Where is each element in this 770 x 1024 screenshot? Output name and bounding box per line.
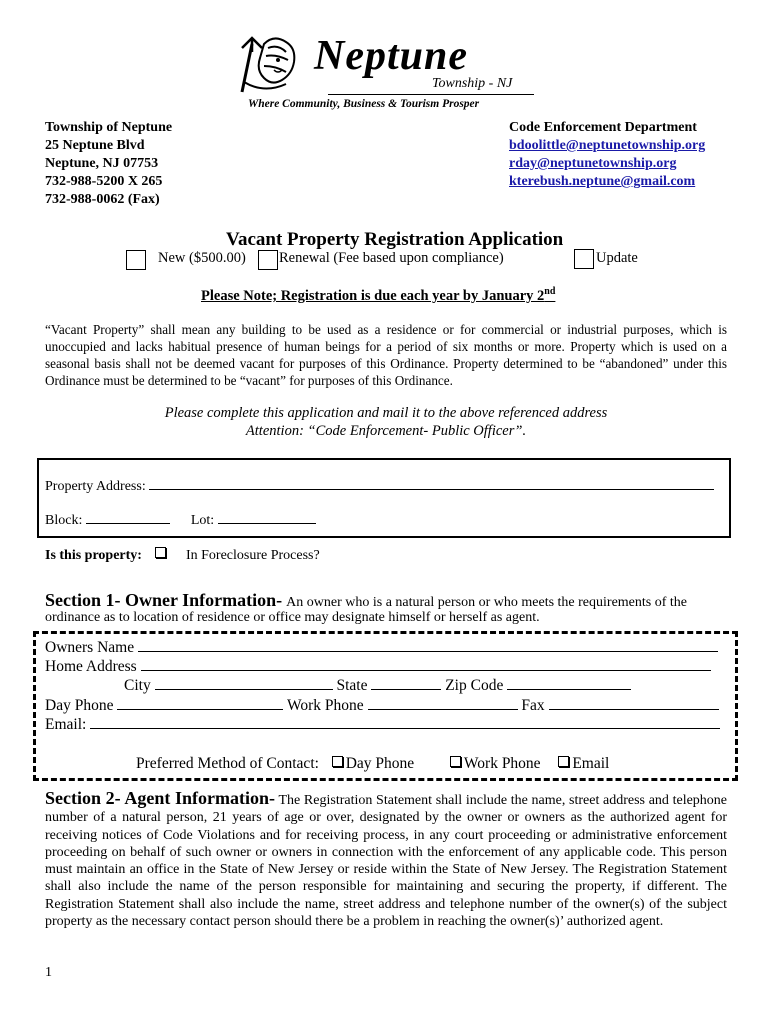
- registration-note: [201, 286, 555, 305]
- foreclosure-row: [45, 547, 320, 564]
- zip-label: Zip Code: [445, 677, 504, 694]
- vacant-property-definition: “Vacant Property” shall mean any building to be used as a residence or for commercial or industrial purposes, which is unoccupied and lacks habitual presence of human beings for a period of six months or more. Property which is used on a seasonal basis shall not be deemed vacant for purposes of this Ordinance. Property determined to be “abandoned” under this Ordinance must be determined to be “vacant” for purposes of this Ordinance.: [45, 322, 727, 388]
- township-address: [45, 119, 172, 209]
- email-field[interactable]: [90, 716, 720, 729]
- email-link[interactable]: rday@neptunetownship.org: [509, 156, 677, 171]
- fax-label: Fax: [521, 697, 545, 714]
- phone-row: [45, 697, 719, 715]
- section1-heading: Section 1- Owner Information-: [45, 590, 283, 610]
- day-phone-label: Day Phone: [45, 697, 114, 714]
- update-checkbox[interactable]: [574, 249, 594, 269]
- lot-label: Lot:: [190, 513, 215, 528]
- address-line: 25 Neptune Blvd: [45, 138, 145, 153]
- day-phone-field[interactable]: [117, 697, 283, 710]
- email-link[interactable]: bdoolittle@neptunetownship.org: [509, 138, 706, 153]
- note-text: Please Note; Registration is due each year by January 2: [201, 287, 545, 304]
- preferred-contact-label: Preferred Method of Contact:: [136, 755, 319, 772]
- home-address-field[interactable]: [141, 658, 711, 671]
- pref-day-phone-label: Day Phone: [345, 755, 415, 772]
- pref-work-phone-label: Work Phone: [463, 755, 541, 772]
- work-phone-field[interactable]: [368, 697, 518, 710]
- owners-name-label: Owners Name: [45, 639, 135, 656]
- new-option-label: New ($500.00): [158, 250, 246, 266]
- logo-divider: [328, 94, 534, 95]
- city-state-zip-row: [124, 677, 631, 695]
- phone-line: 732-988-5200 X 265: [45, 174, 163, 189]
- fax-line: 732-988-0062 (Fax): [45, 192, 160, 207]
- pref-work-phone-checkbox[interactable]: [450, 756, 461, 767]
- section2-text: The Registration Statement shall include the name, street address and telephone number of a natural person, 21 years of age or over, designated by the owner or owners as the authorized agent for receiving notices of Code Violations and for receiving process, in any court proceeding or administrative enforcement proceeding on behalf of such owner or owners in connection with the enforcement of any applicable code. This person must maintain an office in the State of New Jersey or reside within the State of New Jersey. The Registration Statement shall also include the name of the person responsible for maintaining and securing the property, if different. The Registration Statement shall also include the name, street address and telephone number of the owner(s) of the subject property as the necessary contact person should there be a problem in reaching the owner(s)’ authorized agent.: [45, 793, 728, 930]
- state-label: State: [336, 677, 368, 694]
- section1-text-continued: ordinance as to location of residence or office may designate himself or herself as agent.: [45, 610, 540, 625]
- renewal-checkbox[interactable]: [258, 250, 278, 270]
- block-field[interactable]: [86, 511, 170, 524]
- block-lot-row: [45, 511, 316, 529]
- renewal-option-label: Renewal (Fee based upon compliance): [279, 250, 504, 266]
- note-superscript: nd: [544, 286, 556, 297]
- pref-email-label: Email: [572, 755, 610, 772]
- address-line: Township of Neptune: [45, 120, 173, 135]
- section2-paragraph: [45, 790, 727, 930]
- department-contact: [509, 119, 705, 191]
- pref-day-phone-checkbox[interactable]: [332, 756, 343, 767]
- address-line: Neptune, NJ 07753: [45, 156, 159, 171]
- is-this-property-label: Is this property:: [45, 548, 142, 563]
- lot-field[interactable]: [218, 511, 316, 524]
- form-title: Vacant Property Registration Application: [226, 229, 564, 250]
- property-address-row: [45, 477, 714, 495]
- state-field[interactable]: [371, 677, 441, 690]
- preferred-contact-row: [136, 755, 609, 773]
- section2-heading: Section 2- Agent Information-: [45, 788, 276, 808]
- home-address-label: Home Address: [45, 658, 137, 675]
- neptune-trident-icon: [234, 34, 308, 96]
- logo-name: Neptune: [314, 33, 468, 79]
- logo-subname: Township - NJ: [432, 76, 513, 91]
- page-number: 1: [45, 965, 52, 980]
- owners-name-field[interactable]: [138, 639, 718, 652]
- email-link[interactable]: kterebush.neptune@gmail.com: [509, 174, 696, 189]
- property-address-field[interactable]: [149, 477, 714, 490]
- new-checkbox[interactable]: [126, 250, 146, 270]
- foreclosure-checkbox[interactable]: [155, 547, 166, 558]
- department-title: Code Enforcement Department: [509, 120, 697, 135]
- zip-field[interactable]: [507, 677, 631, 690]
- update-option-label: Update: [596, 250, 638, 266]
- mail-instruction: Please complete this application and mail it to the above referenced address: [164, 405, 608, 421]
- email-row: [45, 716, 720, 734]
- property-address-label: Property Address:: [45, 479, 146, 494]
- owners-name-row: [45, 639, 718, 657]
- email-label: Email:: [45, 716, 87, 733]
- home-address-row: [45, 658, 711, 676]
- work-phone-label: Work Phone: [286, 697, 364, 714]
- city-label: City: [124, 677, 151, 694]
- logo-tagline: Where Community, Business & Tourism Prosper: [248, 98, 480, 110]
- attention-line: Attention: “Code Enforcement- Public Officer”.: [245, 423, 527, 439]
- pref-email-checkbox[interactable]: [558, 756, 569, 767]
- foreclosure-label: In Foreclosure Process?: [185, 548, 320, 563]
- block-label: Block:: [45, 513, 83, 528]
- section1-intro: [45, 590, 727, 611]
- fax-field[interactable]: [549, 697, 719, 710]
- township-logo: [232, 30, 537, 110]
- section1-text: An owner who is a natural person or who meets the requirements of the: [286, 595, 687, 610]
- city-field[interactable]: [155, 677, 333, 690]
